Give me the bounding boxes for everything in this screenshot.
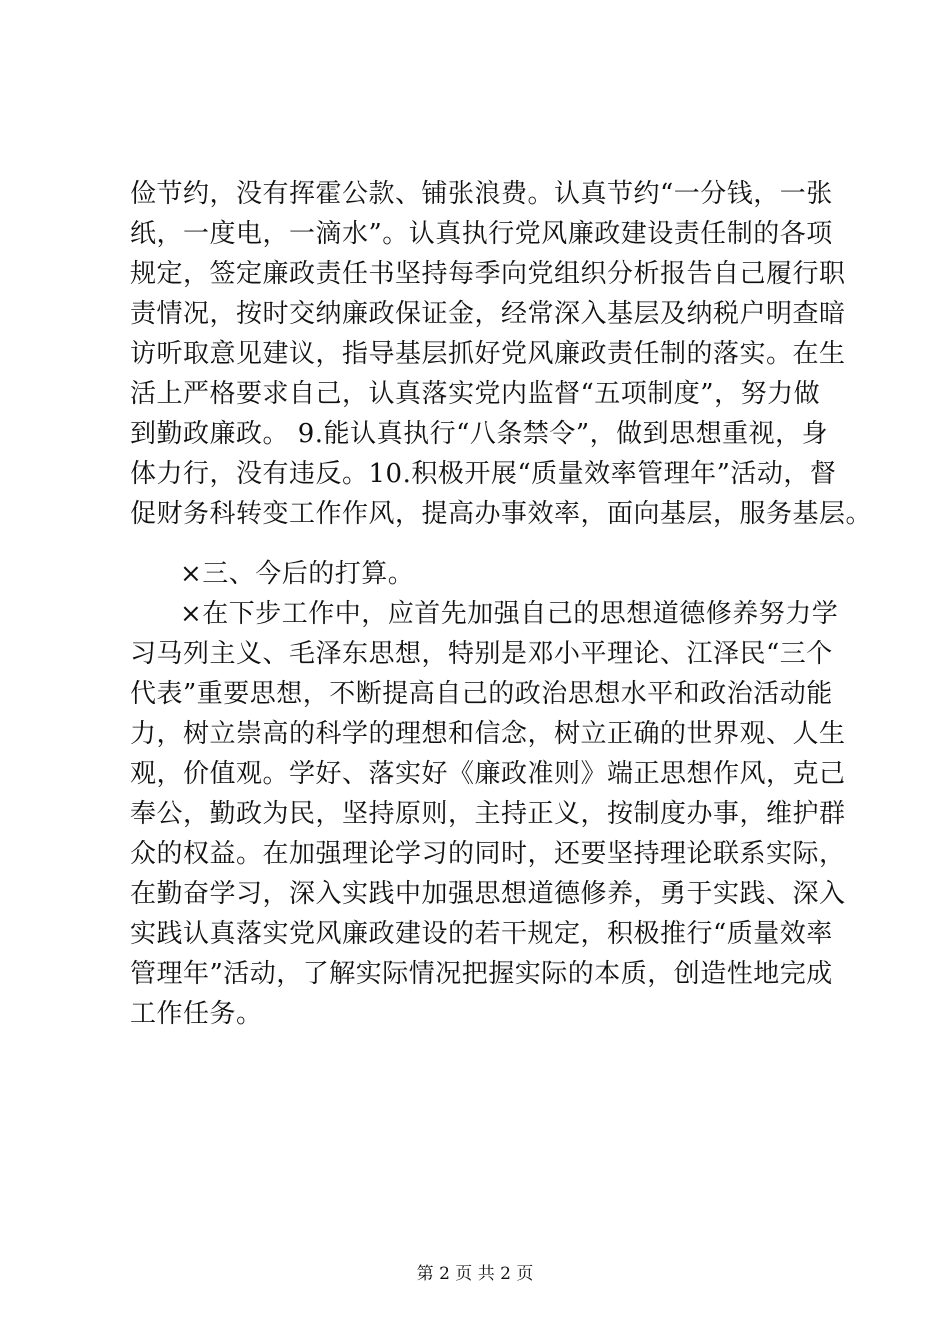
text-line: 管理年”活动，了解实际情况把握实际的本质，创造性地完成 — [130, 959, 833, 989]
text-line: 责情况，按时交纳廉政保证金，经常深入基层及纳税户明查暗 — [130, 299, 846, 329]
text-line: 代表”重要思想，不断提高自己的政治思想水平和政治活动能 — [130, 679, 833, 709]
text-line: 纸，一度电，一滴水”。认真执行党风廉政建设责任制的各项 — [130, 219, 833, 249]
text-line: 到勤政廉政。 9.能认真执行“八条禁令”，做到思想重视，身 — [130, 419, 829, 449]
text-line: 在勤奋学习，深入实践中加强思想道德修养，勇于实践、深入 — [130, 879, 846, 909]
text-line: 活上严格要求自己，认真落实党内监督“五项制度”，努力做 — [130, 379, 821, 409]
text-line: 力，树立崇高的科学的理想和信念，树立正确的世界观、人生 — [130, 719, 846, 749]
text-line: 访听取意见建议，指导基层抓好党风廉政责任制的落实。在生 — [130, 339, 846, 369]
text-line: 奉公，勤政为民，坚持原则，主持正义，按制度办事，维护群 — [130, 799, 846, 829]
text-line: 众的权益。在加强理论学习的同时，还要坚持理论联系实际， — [130, 839, 846, 869]
text-line: ×在下步工作中，应首先加强自己的思想道德修养努力学 — [180, 599, 839, 629]
page-number-footer: 第 2 页 共 2 页 — [416, 1264, 534, 1284]
text-line: 工作任务。 — [130, 999, 263, 1029]
text-line: 促财务科转变工作作风，提高办事效率，面向基层，服务基层。 — [130, 499, 873, 529]
text-line: 规定，签定廉政责任书坚持每季向党组织分析报告自己履行职 — [130, 259, 846, 289]
text-line: 体力行，没有违反。10.积极开展“质量效率管理年”活动，督 — [130, 459, 837, 489]
text-line: 习马列主义、毛泽东思想，特别是邓小平理论、江泽民“三个 — [130, 639, 833, 669]
text-line: 俭节约，没有挥霍公款、铺张浪费。认真节约“一分钱，一张 — [130, 179, 833, 209]
section-heading: ×三、今后的打算。 — [180, 559, 415, 589]
text-line: 观，价值观。学好、落实好《廉政准则》端正思想作风，克己 — [130, 759, 846, 789]
text-line: 实践认真落实党风廉政建设的若干规定，积极推行“质量效率 — [130, 919, 833, 949]
